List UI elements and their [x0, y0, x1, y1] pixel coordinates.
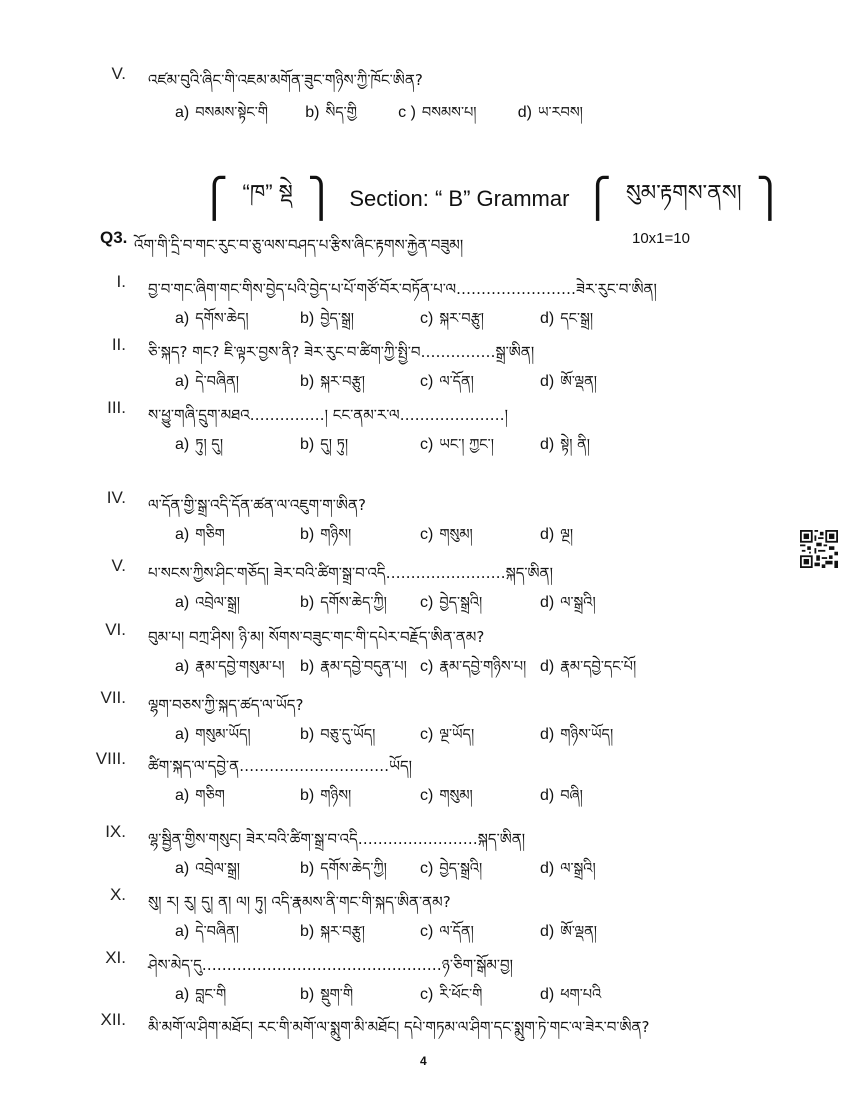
- answer-option: [420, 779, 473, 820]
- question-text: བྱ་བ་གང་ཞིག་གང་གིས་བྱེད་པའི་བྱེད་པ་པོ་གཙོ་བོར་བཏོན་པ་ལ……………………ཟེར་རུང་བ་ཨིན།: [148, 280, 657, 298]
- option-label: b): [300, 373, 315, 390]
- option-label: c): [420, 787, 434, 804]
- option-label: b): [300, 787, 315, 804]
- option-label: b): [300, 658, 315, 675]
- question-number: VII.: [100, 688, 126, 707]
- answer-option: [175, 428, 223, 469]
- option-label: d): [540, 986, 555, 1003]
- option-text: བྱེད་སྒྲའི།: [439, 861, 483, 877]
- option-label: d): [517, 104, 532, 121]
- option-text: རྣམ་དབྱེ་དང་པོ།: [560, 659, 637, 675]
- answer-option: [420, 428, 494, 469]
- option-text: གསུམ།: [439, 527, 473, 543]
- option-label: a): [175, 373, 190, 390]
- answer-option: [540, 718, 613, 759]
- option-label: b): [300, 594, 315, 611]
- option-label: d): [540, 310, 555, 327]
- left-bracket-icon: ⎧: [583, 178, 612, 220]
- option-label: d): [540, 373, 555, 390]
- question-text: སུ། ར། རུ། དུ། ན། ལ། ཏུ། འདི་རྣམས་ནི་གང་གི་སྐད་ཨིན་ནམ?: [148, 893, 451, 911]
- option-label: b): [300, 310, 315, 327]
- option-label: c): [420, 436, 434, 453]
- option-label: b): [300, 923, 315, 940]
- option-text: ཏུ། དུ།: [195, 437, 224, 453]
- q3-instruction: འོག་གི་དྲི་བ་གང་རུང་བ་ཅུ་ལས་བཤད་པ་རྩིས་ཞིང་རྟགས་རྐྱེན་བཟུམ།: [134, 236, 464, 254]
- answer-option: [540, 650, 636, 691]
- option-label: c): [420, 526, 434, 543]
- question-text: ཅི་སྐད? གང? ཇི་ལྟར་བྱས་ནི? ཟེར་རུང་བ་ཚིག་ཀྱི་སྤྱི་བ……………སྒྲ་ཨིན།: [148, 343, 535, 361]
- answer-option: [540, 365, 597, 406]
- option-label: b): [300, 860, 315, 877]
- option-text: ལྔ་ཡོད།: [439, 727, 475, 743]
- question-number: V.: [111, 556, 126, 575]
- option-text: གསུམ།: [439, 788, 473, 804]
- option-text: བསམས་པ།: [421, 105, 477, 121]
- question-text: ས་ཕྱུ་གཞི་དྲུག་མཐའ……………། ངང་ནམ་ར་ལ…………………།: [148, 406, 508, 424]
- option-text: དེ་བཞིན།: [195, 924, 240, 940]
- option-text: བཅུ་དུ་ཡོད།: [320, 727, 376, 743]
- option-text: ལ་སྒྲའི།: [560, 595, 596, 611]
- top-question-text: འཛམ་བུའི་ཞིང་གི་འཇམ་མགོན་ཟུང་གཉིས་ཀྱི་ཁོང་ཨིན?: [148, 71, 423, 89]
- question-number: IV.: [106, 488, 126, 507]
- option-text: ཕག་པའི: [560, 987, 602, 1003]
- answer-option: [540, 915, 597, 956]
- option-label: d): [540, 726, 555, 743]
- option-label: b): [300, 986, 315, 1003]
- right-bracket-icon: ⎫: [755, 178, 785, 220]
- option-text: སྐར་བརྩུ།: [320, 924, 365, 940]
- section-title: Section: “ B” Grammar: [349, 186, 570, 211]
- option-label: a): [175, 787, 190, 804]
- option-text: ལྔ།: [560, 527, 574, 543]
- option-label: d): [540, 436, 555, 453]
- option-label: a): [175, 436, 190, 453]
- option-label: c): [420, 310, 434, 327]
- question-text: མི་མགོ་ལ་ཤིག་མཐོང། རང་གི་མགོ་ལ་སྨུག་མི་མཐོང། དཔེ་གཏམ་ལ་ཤིག་དང་སྨུག་ཏེ་གང་ལ་ཟེར་བ་ཨིན?: [148, 1018, 650, 1036]
- option-label: a): [175, 986, 190, 1003]
- option-label: b): [300, 526, 315, 543]
- option-text: ལ་དོན།: [439, 374, 474, 390]
- answer-option: [540, 779, 583, 820]
- section-tib-right: སུམ་རྟགས་ནས།: [625, 180, 742, 205]
- option-label: a): [175, 658, 190, 675]
- option-text: གཅིག: [195, 788, 225, 804]
- option-label: d): [540, 787, 555, 804]
- option-text: དགོས་ཆེད་ཀྱི།: [320, 861, 387, 877]
- section-tib-left: “ཁ” སྡེ: [242, 180, 293, 205]
- question-text: ཤེས་མེད་དུ…………………………………………ཉ་ཅིག་སྒོམ་བྱ།: [148, 956, 513, 974]
- q3-label: Q3.: [100, 228, 128, 247]
- option-label: c): [420, 658, 434, 675]
- option-text: ལ་སྒྲའི།: [560, 861, 596, 877]
- option-label: a): [175, 104, 190, 121]
- option-text: ཡང་། ཀྱང་།: [439, 437, 494, 453]
- option-text: རྣམ་དབྱེ་གསུམ་པ།: [195, 659, 285, 675]
- option-label: c): [420, 594, 434, 611]
- right-bracket-icon: ⎫: [306, 178, 336, 220]
- qr-code-icon: [800, 530, 838, 568]
- left-bracket-icon: ⎧: [200, 178, 229, 220]
- option-text: དང་སྒྲ།: [560, 311, 594, 327]
- answer-option: [540, 586, 596, 627]
- option-text: ལ་དོན།: [439, 924, 474, 940]
- option-text: དུ། ཏུ།: [320, 437, 349, 453]
- page-number: 4: [420, 1054, 427, 1068]
- option-label: c): [420, 860, 434, 877]
- option-label: c): [420, 726, 434, 743]
- option-text: གཉིས་ཡོད།: [560, 727, 614, 743]
- question-text: ལྷ་སྦྱིན་གྱིས་གསུང། ཟེར་བའི་ཚིག་སྒྲ་བ་འདི……………………སྐད་ཨིན།: [148, 830, 526, 848]
- answer-option: [420, 718, 474, 759]
- answer-option: [300, 428, 348, 469]
- answer-option: [300, 650, 407, 691]
- answer-option: [540, 302, 593, 343]
- option-text: རྣམ་དབྱེ་གཉིས་པ།: [439, 659, 527, 675]
- option-label: c): [420, 373, 434, 390]
- option-label: d): [540, 658, 555, 675]
- option-text: གཉིས།: [320, 527, 352, 543]
- question-number: III.: [107, 398, 126, 417]
- top-question-options: [175, 96, 583, 137]
- option-text: སིད་གྱི: [325, 105, 357, 121]
- option-text: བཞི།: [560, 788, 583, 804]
- option-label: a): [175, 526, 190, 543]
- option-label: a): [175, 726, 190, 743]
- option-text: སྐར་བརྩུ།: [320, 374, 365, 390]
- answer-option: [420, 650, 526, 691]
- question-number: I.: [116, 272, 126, 291]
- option-text: སྟེ། ནི།: [560, 437, 591, 453]
- question-number: VI.: [105, 620, 126, 639]
- top-question-number: V.: [111, 64, 126, 83]
- answer-option: [175, 650, 285, 691]
- answer-option: [175, 779, 225, 820]
- option-label: a): [175, 860, 190, 877]
- question-number: VIII.: [95, 749, 126, 768]
- option-label: d): [540, 526, 555, 543]
- answer-option: [300, 518, 351, 559]
- question-number: X.: [109, 885, 126, 904]
- question-text: ཚིག་སྐད་ལ་དབྱེ་ན…………………………ཡོད།: [148, 757, 412, 775]
- option-text: སྡུག་གི: [320, 987, 354, 1003]
- option-label: c): [420, 923, 434, 940]
- question-text: པ་སངས་ཀྱིས་ཤིང་གཅོད། ཟེར་བའི་ཚིག་སྒྲ་བ་འདི……………………སྐད་ཨིན།: [148, 564, 553, 582]
- option-text: དགོས་ཆེད།: [195, 311, 249, 327]
- option-text: གསུམ་ཡོད།: [195, 727, 251, 743]
- option-text: གཉིས།: [320, 788, 352, 804]
- option-text: བྱེད་སྒྲ།: [320, 311, 354, 327]
- option-label: c ): [398, 104, 416, 121]
- question-number: II.: [111, 335, 126, 354]
- question-text: ལྷག་བཅས་ཀྱི་སྐད་ཚད་ལ་ཡོད?: [148, 696, 304, 714]
- option-label: a): [175, 310, 190, 327]
- option-text: གཅིག: [195, 527, 225, 543]
- option-text: འབྲེལ་སྒྲ།: [195, 861, 240, 877]
- option-label: d): [540, 594, 555, 611]
- option-text: བླང་གི: [195, 987, 227, 1003]
- option-text: དགོས་ཆེད་ཀྱི།: [320, 595, 387, 611]
- option-text: བྱེད་སྒྲའི།: [439, 595, 483, 611]
- question-number: XII.: [100, 1010, 126, 1029]
- answer-option: [420, 518, 473, 559]
- option-label: d): [540, 860, 555, 877]
- answer-option: [175, 518, 225, 559]
- option-label: b): [300, 436, 315, 453]
- section-heading: [200, 168, 784, 230]
- question-text: བུམ་པ། བཀྲ་ཤིས། ཉི་མ། སོགས་བཟུང་གང་གི་དཔེར་བརྗོད་ཨིན་ནམ?: [148, 628, 485, 646]
- option-label: a): [175, 923, 190, 940]
- question-text: ལ་དོན་གྱི་སྒྲ་འདི་དོན་ཚན་ལ་འཇུག་ག་ཨིན?: [148, 496, 366, 514]
- option-label: d): [540, 923, 555, 940]
- option-label: b): [305, 104, 320, 121]
- answer-option: [540, 518, 573, 559]
- option-label: c): [420, 986, 434, 1003]
- option-label: a): [175, 594, 190, 611]
- answer-option: [300, 779, 351, 820]
- option-text: རི་ཕོང་གི: [439, 987, 483, 1003]
- option-label: b): [300, 726, 315, 743]
- option-text: ཨོ་ལྡན།: [560, 924, 598, 940]
- option-text: འབྲེལ་སྒྲ།: [195, 595, 240, 611]
- answer-option: [540, 428, 590, 469]
- option-text: བསམས་སྟེང་གི: [195, 105, 269, 121]
- answer-option: [540, 852, 596, 893]
- q3-marks: 10x1=10: [632, 230, 690, 247]
- option-text: ཨོ་ལྡན།: [560, 374, 598, 390]
- option-text: རྣམ་དབྱེ་བདུན་པ།: [320, 659, 407, 675]
- option-text: ཡ་རབས།: [537, 105, 583, 121]
- question-number: IX.: [105, 822, 126, 841]
- option-text: དེ་བཞིན།: [195, 374, 240, 390]
- question-number: XI.: [105, 948, 126, 967]
- option-text: སྐར་བརྩུ།: [439, 311, 485, 327]
